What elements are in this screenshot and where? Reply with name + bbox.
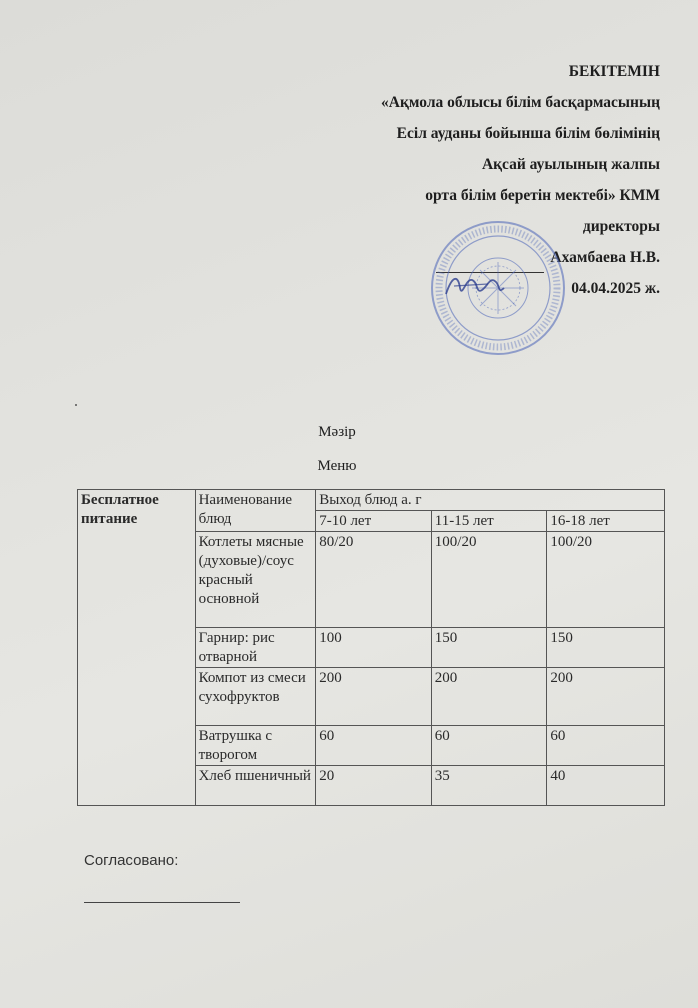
free-meal-cell: Бесплатное питание [78,490,196,806]
portion-value: 60 [316,726,432,766]
approval-position: директоры [582,218,660,235]
portion-value: 200 [431,668,547,726]
portion-value: 100/20 [547,532,665,628]
portion-value: 80/20 [316,532,432,628]
portion-value: 200 [547,668,665,726]
dish-name: Гарнир: рис отварной [195,628,316,668]
age-group-header: 16-18 лет [547,511,665,532]
menu-title-kz: Мәзір [318,424,356,440]
dish-name: Ватрушка с творогом [195,726,316,766]
portion-value: 150 [547,628,665,668]
age-group-header: 11-15 лет [431,511,547,532]
approval-heading: БЕКІТЕМІН [568,63,660,80]
portion-value: 20 [316,766,432,806]
menu-table [77,489,665,806]
portion-value: 100 [316,628,432,668]
table-header-row [78,490,665,511]
portion-value: 40 [547,766,665,806]
portion-value: 60 [431,726,547,766]
agreed-signature-line [84,902,240,903]
approval-org-line-4: орта білім беретін мектебі» КММ [425,187,660,204]
age-group-header: 7-10 лет [316,511,432,532]
signatory-name: Ахамбаева Н.В. [550,249,660,266]
output-header: Выход блюд а. г [316,490,665,511]
dish-name: Хлеб пшеничный [195,766,316,806]
agreed-label: Согласовано: [84,852,179,869]
approval-date: 04.04.2025 ж. [571,280,660,297]
portion-value: 35 [431,766,547,806]
approval-org-line-2: Есіл ауданы бойынша білім бөлімінің [396,125,660,142]
dish-name: Котлеты мясные (духовые)/соус красный основной [195,532,316,628]
signature-icon [440,268,510,302]
portion-value: 100/20 [431,532,547,628]
portion-value: 60 [547,726,665,766]
dish-name-header: Наименование блюд [195,490,316,532]
approval-org-line-3: Ақсай ауылының жалпы [481,156,660,173]
menu-title-ru: Меню [317,458,357,474]
speck [75,404,77,406]
portion-value: 150 [431,628,547,668]
approval-org-line-1: «Ақмола облысы білім басқармасының [381,94,660,111]
dish-name: Компот из смеси сухофруктов [195,668,316,726]
portion-value: 200 [316,668,432,726]
